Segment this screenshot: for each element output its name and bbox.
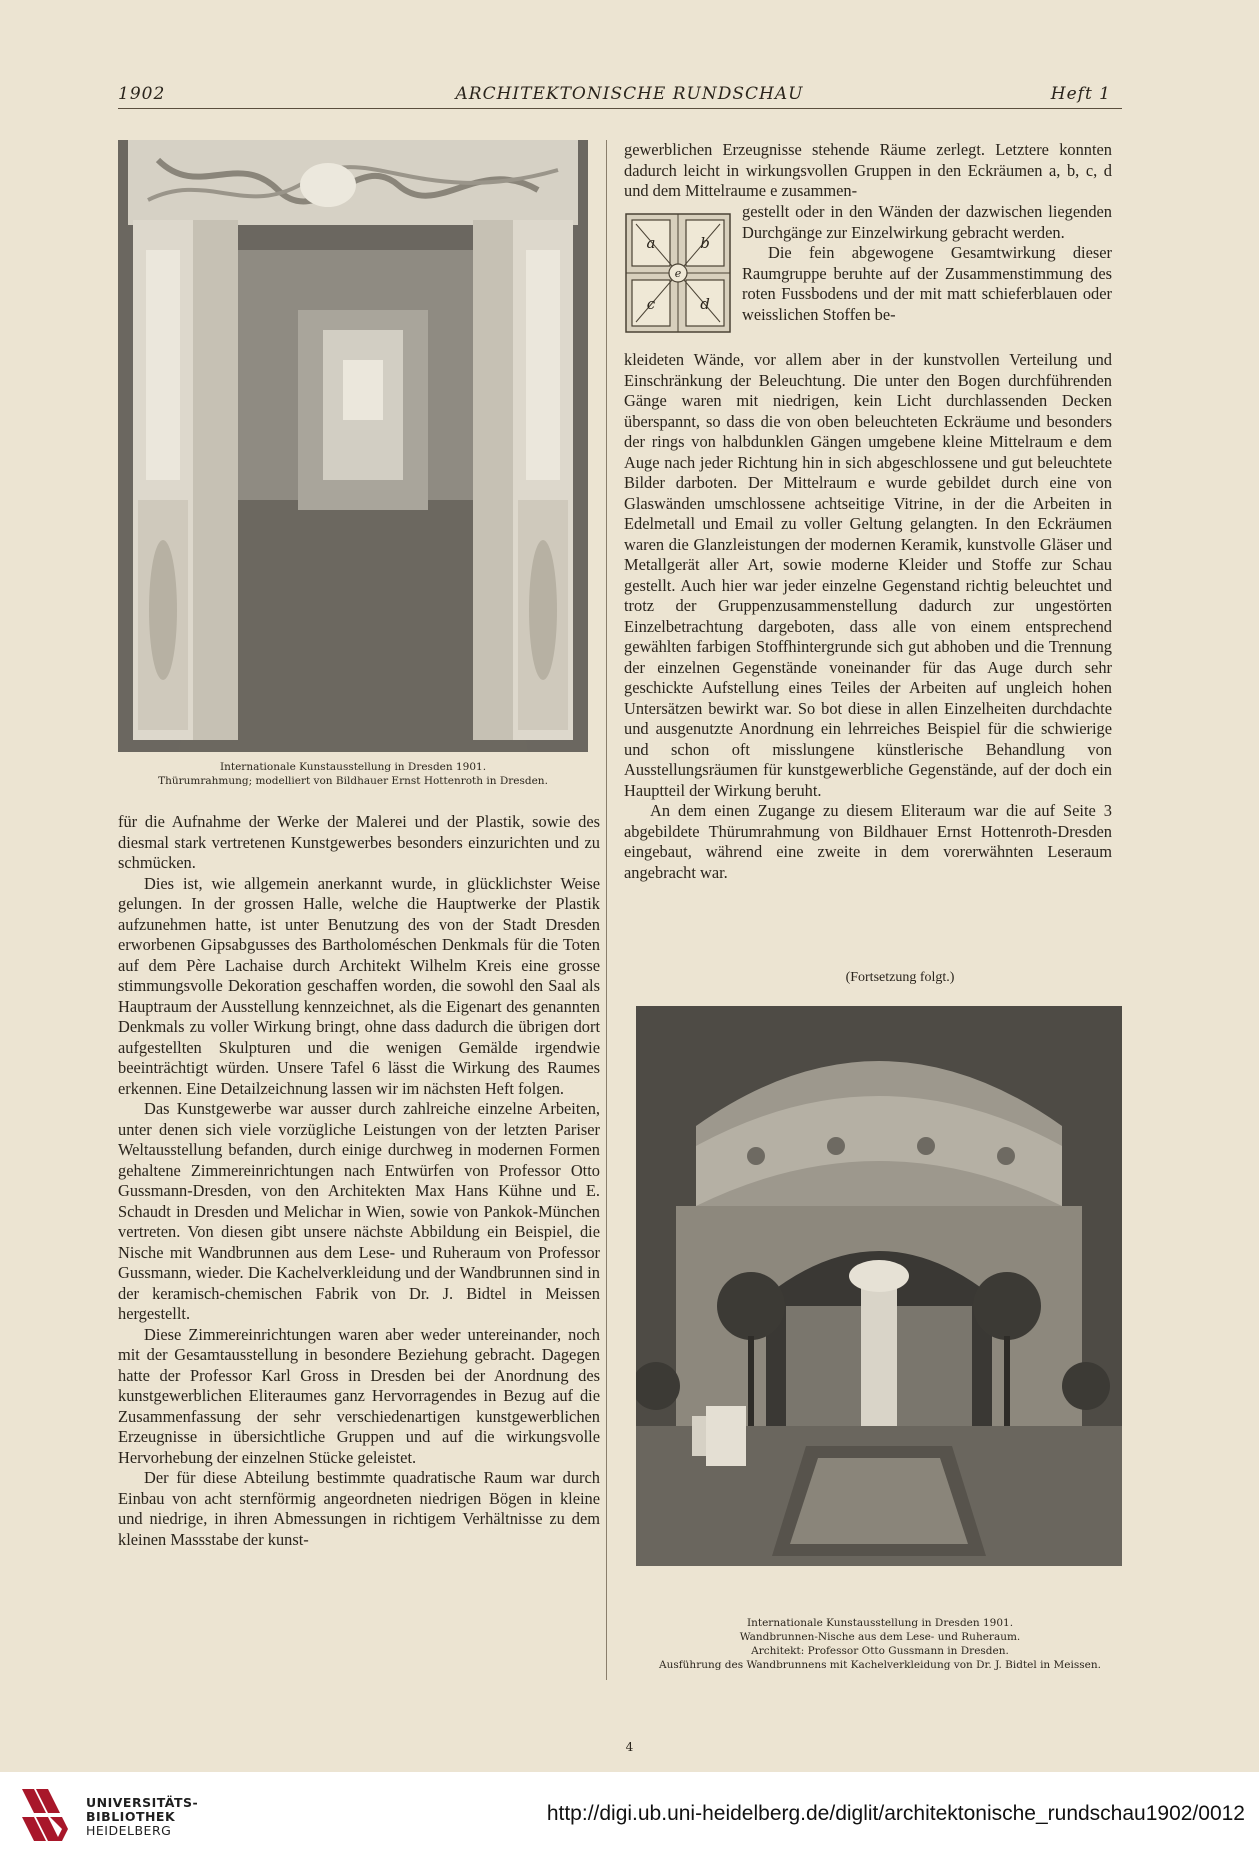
- figure2-caption-line: Architekt: Professor Otto Gussmann in Dresden.: [751, 1645, 1009, 1657]
- paragraph: An dem einen Zugange zu diesem Eliteraum war die auf Seite 3 abgebildete Thürumrahmung von Bildhauer Ernst Hottenroth-Dresden eingebaut, während eine zweite in dem vorerwähnten Leseraum angebracht war.: [624, 801, 1112, 882]
- paragraph: gewerblichen Erzeugnisse stehende Räume zerlegt. Letztere konnten dadurch leicht in wirkungsvollen Gruppen in den Eckräumen a, b, c, d und dem Mittelraume e zusammen-: [624, 140, 1112, 200]
- fountain-niche-illustration: [636, 1006, 1122, 1566]
- figure1-caption-line: Internationale Kunstausstellung in Dresden 1901.: [219, 761, 487, 773]
- figure2-caption-line: Wandbrunnen-Nische aus dem Lese- und Ruheraum.: [739, 1631, 1021, 1643]
- library-name-line: BIBLIOTHEK: [86, 1809, 176, 1824]
- paragraph: kleideten Wände, vor allem aber in der kunstvollen Verteilung und Einschränkung der Beleuchtung. Die unter den Bogen durchführenden Gänge waren mit niedrigen, kein Licht durchlassenden Decken überspannt, so dass die von oben beleuchteten Eckräume und besonders der rings von halbdunklen Gängen umgebene kleine Mittelraum e dem Auge nach jeder Richtung hin in sich abgeschlossene und gut beleuchtete Bilder darboten. Der Mittelraum e wurde gebildet durch eine von Glaswänden umschlossene achtseitige Vitrine, in der die Arbeiten in Edelmetall und Email zu voller Geltung gelangten. In den Eckräumen waren die Glanzleistungen der modernen Keramik, kunstvolle Gläser und Metallgerät aller Art, sowie moderne Kleider und Stoffe zur Schau gestellt. Auch hier war jeder einzelne Gegenstand richtig beleuchtet und trotz der Gruppenzusammenstellung dadurch zur ungestörten Einzelbetrachtung dargeboten, dass alle von einem entsprechend gewählten farbigen Stoffhintergrunde sich gut abhoben und die Trennung der einzelnen Gegenstände voneinander für das Auge durch sehr geschickte Aufstellung eines Teiles der Arbeiten auf ungleich hohen Untersätzen bewirkt war. So bot diese in allen Einzelheiten durchdachte und ausgenutzte Anordnung ein lehrreiches Beispiel für die schwierige und schon oft misslungene künstlerische Behandlung von Ausstellungsräumen für kunstgewerbliche Gegenstände, auf der doch ein Hauptteil der Wirkung beruht.: [624, 350, 1112, 800]
- page-number: 4: [625, 1740, 634, 1754]
- permalink-url[interactable]: http://digi.ub.uni-heidelberg.de/diglit/architektonische_rundschau1902/0012: [546, 1802, 1245, 1825]
- paragraph: Diese Zimmereinrichtungen waren aber weder untereinander, noch mit der Gesamtausstellung in besondere Beziehung gebracht. Dagegen hatte der Professor Karl Gross in Dresden bei der Anordnung des kunstgewerblichen Eliteraumes ganz Hervorragendes in Bezug auf die Zusammenfassung der sehr verschiedenartigen kunstgewerblichen Erzeugnisse in übersichtliche Gruppen und auf die wirkungsvolle Hervorhebung der einzelnen Stücke geleistet.: [118, 1324, 600, 1467]
- floor-plan-diagram: [622, 208, 734, 338]
- plan-label: b: [700, 234, 710, 252]
- paragraph: Dies ist, wie allgemein anerkannt wurde, in glücklichster Weise gelungen. In der grossen Halle, welche die Hauptwerke der Plastik aufzunehmen hatte, ist unter Benutzung des von der Stadt Dresden erworbenen Gipsabgusses des Bartholoméschen Denkmals für die Toten auf dem Père Lachaise durch Architekt Wilhelm Kreis eine grosse stimmungsvolle Dekoration geschaffen worden, die sowohl den Saal als Hauptraum der Ausstellung kennzeichnet, als die Eigenart des genannten Denkmals zu voller Wirkung bringt, ohne dass dadurch die übrigen dort aufgestellten Skulpturen und die wenigen Gemälde irgendwie beeinträchtigt würden. Unsere Tafel 6 lässt die Wirkung des Raumes erkennen. Eine Detailzeichnung lassen wir im nächsten Heft folgen.: [118, 873, 600, 1098]
- figure1-caption-line: Thürumrahmung; modelliert von Bildhauer Ernst Hottenroth in Dresden.: [158, 775, 548, 787]
- right-column-rest-text: [624, 350, 1112, 883]
- figure2-caption: [620, 1616, 1140, 1672]
- figure2-caption-line: Internationale Kunstausstellung in Dresden 1901.: [746, 1617, 1014, 1629]
- plan-label: e: [674, 267, 682, 280]
- paragraph: Das Kunstgewerbe war ausser durch zahlreiche einzelne Arbeiten, unter denen sich viele vorzügliche Leistungen von der letzten Pariser Weltausstellung befanden, durch einige durchweg in modernen Formen gehaltene Zimmereinrichtungen nach Entwürfen von Professor Otto Gussmann-Dresden, von den Architekten Max Hans Kühne und E. Schaudt in Dresden und Melichar in Wien, sowie von Pankok-München vertreten. Von diesen gibt unsere nächste Abbildung ein Beispiel, die Nische mit Wandbrunnen aus dem Lese- und Ruheraum von Professor Gussmann, wieder. Die Kachelverkleidung und der Wandbrunnen sind in der keramisch-chemischen Fabrik von Dr. J. Bidtel in Meissen hergestellt.: [118, 1099, 600, 1323]
- header-journal-title: ARCHITEKTONISCHE RUNDSCHAU: [455, 84, 804, 104]
- header-issue: Heft 1: [1050, 84, 1111, 104]
- paragraph: für die Aufnahme der Werke der Malerei und der Plastik, sowie des diesmal stark vertretenen Kunstgewerbes besonders einzurichten und zu schmücken.: [118, 812, 600, 872]
- footer-bar: [0, 1772, 1259, 1858]
- fountain-niche-photograph: [636, 1006, 1122, 1566]
- university-library-logo-icon[interactable]: [16, 1785, 74, 1845]
- header-rule: [118, 108, 1122, 109]
- figure2-caption-line: Ausführung des Wandbrunnens mit Kachelverkleidung von Dr. J. Bidtel in Meissen.: [659, 1659, 1101, 1671]
- library-name-line: HEIDELBERG: [86, 1823, 172, 1838]
- paragraph: Die fein abgewogene Gesamtwirkung dieser Raumgruppe beruhte auf der Zusammenstimmung des roten Fussbodens und der mit matt schieferblauen oder weisslichen Stoffen be-: [742, 243, 1112, 324]
- figure1-caption: [118, 760, 588, 788]
- doorway-photograph: [118, 140, 588, 752]
- header-year: 1902: [118, 84, 166, 104]
- left-column-text: [118, 812, 600, 1550]
- plan-label: c: [646, 295, 656, 313]
- right-column-top-text: [624, 140, 1112, 202]
- doorway-illustration: [118, 140, 588, 752]
- paragraph: Der für diese Abteilung bestimmte quadratische Raum war durch Einbau von acht sternförmig angeordneten niedrigen Bögen in kleine und niedrige, in ihren Abmessungen in richtigem Verhältnisse zu dem kleinen Massstabe der kunst-: [118, 1468, 600, 1549]
- right-column-wrap-text: [742, 202, 1112, 325]
- plan-label: a: [646, 234, 656, 252]
- paragraph: gestellt oder in den Wänden der dazwischen liegenden Durchgänge zur Einzelwirkung gebracht werden.: [742, 202, 1112, 242]
- plan-label: d: [700, 295, 710, 313]
- continuation-note: (Fortsetzung folgt.): [845, 970, 955, 985]
- library-name-line: UNIVERSITÄTS-: [86, 1795, 199, 1810]
- column-divider: [606, 140, 607, 1680]
- university-library-name: [86, 1796, 198, 1838]
